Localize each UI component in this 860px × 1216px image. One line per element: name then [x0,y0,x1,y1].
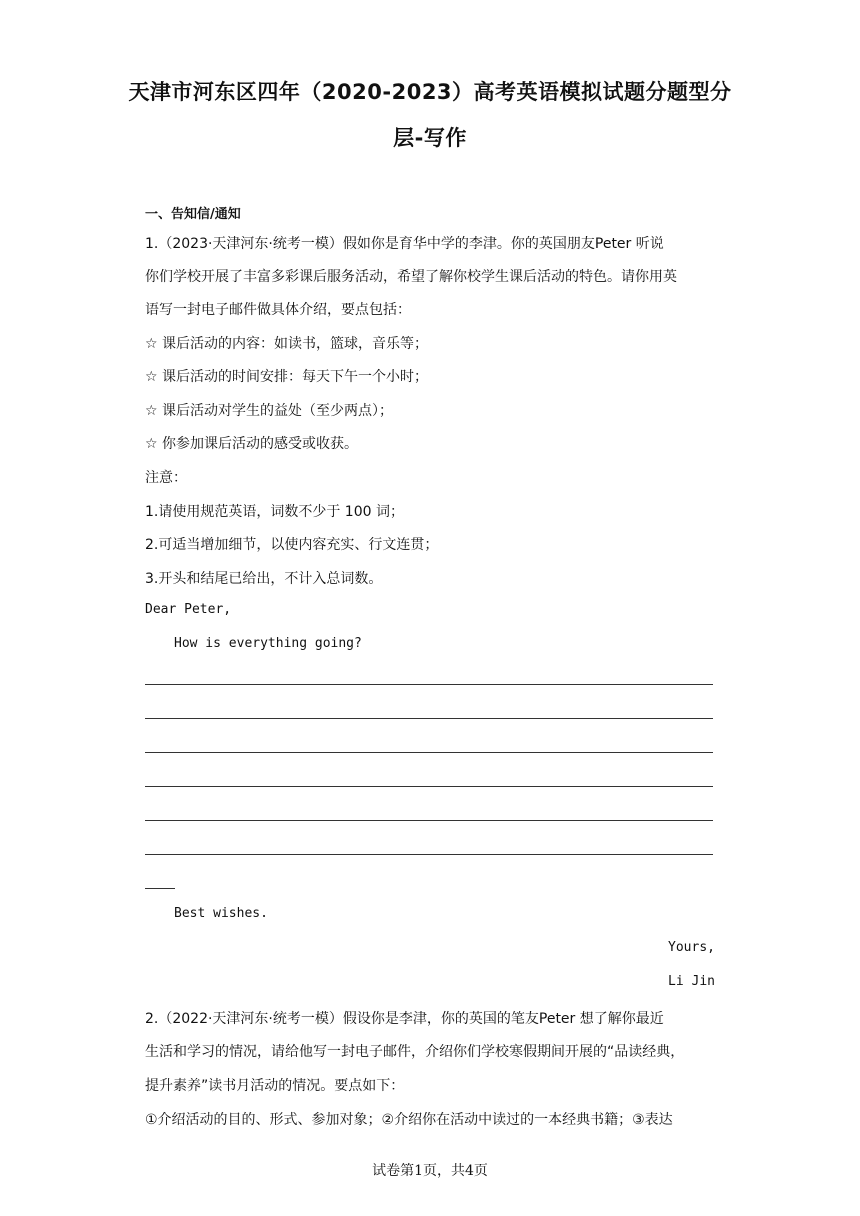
answer-line[interactable] [145,854,713,855]
q1-note: 3.开头和结尾已给出，不计入总词数。 [145,571,383,587]
section-heading: 一、告知信/通知 [145,207,241,222]
answer-line[interactable] [145,752,713,753]
page-title-line2: 层-写作 [393,126,467,150]
q1-point: ☆ 你参加课后活动的感受或收获。 [145,436,359,452]
q2-line: 2.（2022·天津河东·统考一模）假设你是李津，你的英国的笔友Peter 想了解你最近 [145,1011,664,1027]
q2-line: ①介绍活动的目的、形式、参加对象；②介绍你在活动中读过的一本经典书籍；③表达 [145,1112,673,1128]
q1-point: ☆ 课后活动的时间安排：每天下午一个小时； [145,369,428,385]
answer-line[interactable] [145,820,713,821]
letter-opening: How is everything going? [174,636,362,651]
q2-line: 提升素养”读书月活动的情况。要点如下： [145,1078,405,1094]
q1-point: ☆ 课后活动对学生的益处（至少两点）； [145,403,393,419]
q2-line: 生活和学习的情况，请给他写一封电子邮件，介绍你们学校寒假期间开展的“品读经典， [145,1044,685,1060]
page-title-line1: 天津市河东区四年（2020-2023）高考英语模拟试题分题型分 [128,80,732,104]
q1-note: 1.请使用规范英语，词数不少于 100 词； [145,504,404,520]
q1-line: 1.（2023·天津河东·统考一模）假如你是育华中学的李津。你的英国朋友Peter 听说 [145,236,664,252]
letter-sign-off: Yours, [668,940,715,955]
letter-closing: Best wishes. [174,906,268,921]
q1-note-heading: 注意： [145,470,187,486]
q1-note: 2.可适当增加细节，以使内容充实、行文连贯； [145,537,439,553]
answer-line[interactable] [145,786,713,787]
q1-line: 语写一封电子邮件做具体介绍，要点包括： [145,302,411,318]
letter-signature: Li Jin [668,974,715,989]
answer-line[interactable] [145,718,713,719]
page-footer: 试卷第1页，共4页 [372,1163,488,1179]
q1-line: 你们学校开展了丰富多彩课后服务活动，希望了解你校学生课后活动的特色。请你用英 [145,269,677,285]
letter-greeting: Dear Peter, [145,602,232,617]
answer-line[interactable] [145,684,713,685]
q1-point: ☆ 课后活动的内容：如读书，篮球，音乐等； [145,336,428,352]
answer-line-end[interactable] [145,888,175,889]
